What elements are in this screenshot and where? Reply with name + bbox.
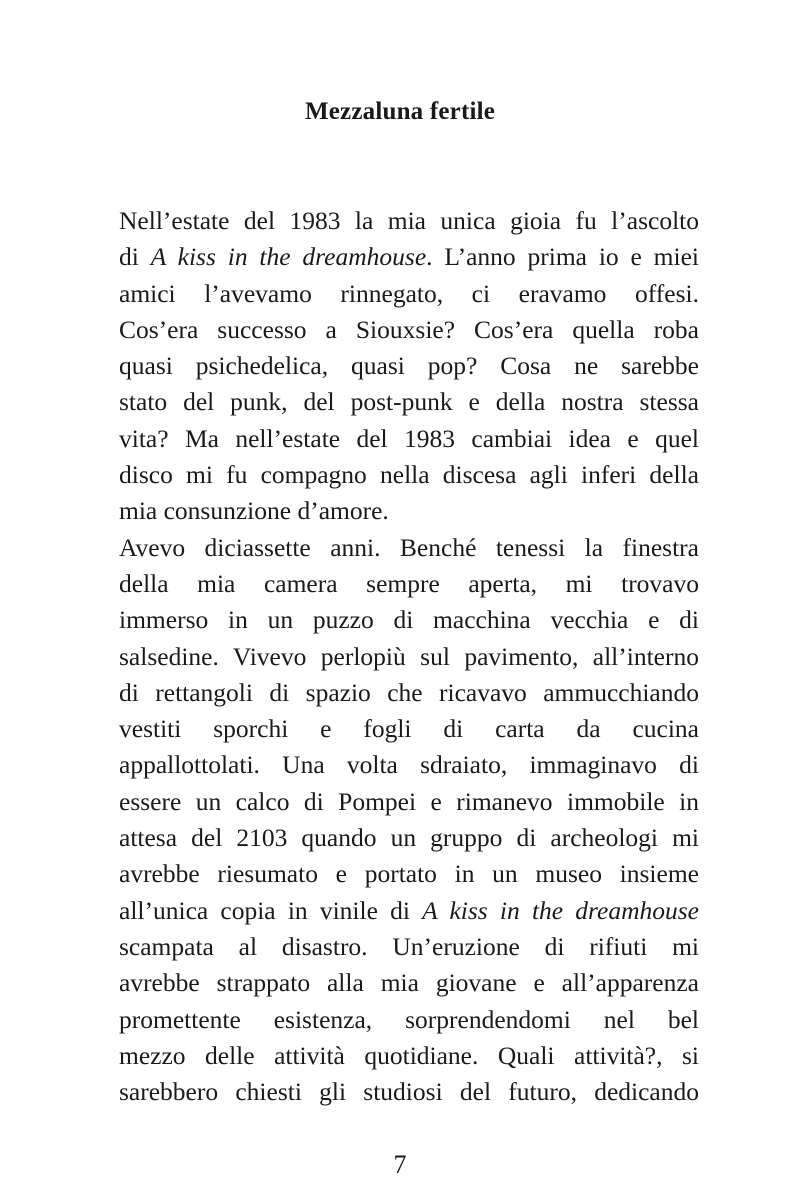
page-title: Mezzaluna fertile [304,98,496,125]
text-line [119,276,699,312]
text-line [119,1002,699,1038]
text-run: promettente esistenza, sorprendendomi nel bel [119,1004,699,1034]
text-run: avrebbe riesumato e portato in un museo insieme [119,859,699,889]
text-run: vestiti sporchi e fogli di carta da cucina [119,714,699,744]
text-line [119,639,699,675]
text-run: mezzo delle attività quotidiane. Quali attività?, si [119,1040,699,1070]
body-text [119,203,699,1110]
text-run: scampata al disastro. Un’eruzione di rifiuti mi [119,931,699,961]
text-run: di [119,242,151,272]
text-run: . L’anno prima io e miei [426,242,699,272]
text-line [119,421,699,457]
text-run: quasi psichedelica, quasi pop? Cosa ne sarebbe [119,351,699,381]
text-line [119,602,699,638]
text-line [119,203,699,239]
text-line [119,893,699,929]
text-line [119,493,699,529]
text-line [119,856,699,892]
text-run: essere un calco di Pompei e rimanevo immobile in [119,786,699,816]
text-run: stato del punk, del post-punk e della nostra stessa [119,387,699,417]
text-line [119,675,699,711]
text-run: attesa del 2103 quando un gruppo di archeologi mi [119,823,699,853]
text-line [119,239,699,275]
text-run: appallottolati. Una volta sdraiato, immaginavo di [119,750,699,780]
text-run: amici l’avevamo rinnegato, ci eravamo offesi. [119,278,699,308]
page-number: 7 [393,1150,407,1179]
text-run: Nell’estate del 1983 la mia unica gioia fu l’ascolto [119,206,699,235]
text-run: avrebbe strappato alla mia giovane e all’apparenza [119,968,699,998]
text-line [119,384,699,420]
italic-title: A kiss in the dreamhouse [150,242,427,272]
text-run: della mia camera sempre aperta, mi trovavo [119,568,699,598]
text-line [119,711,699,747]
text-line [119,820,699,856]
text-run: vita? Ma nell’estate del 1983 cambiai idea e quel [119,423,699,453]
text-line [119,929,699,965]
text-run: immerso in un puzzo di macchina vecchia e di [119,605,699,635]
text-run: di rettangoli di spazio che ricavavo ammucchiando [119,677,699,707]
text-line [119,1038,699,1074]
text-line [119,965,699,1001]
text-line [119,784,699,820]
text-line [119,312,699,348]
text-run: sarebbero chiesti gli studiosi del futuro, dedicando [119,1077,699,1107]
text-run: salsedine. Vivevo perlopiù sul pavimento, all’interno [119,641,699,671]
text-run: mia consunzione d’amore. [119,496,389,526]
italic-title: A kiss in the dreamhouse [422,895,699,925]
text-line [119,566,699,602]
text-line [119,747,699,783]
text-run: disco mi fu compagno nella discesa agli inferi della [119,460,699,490]
text-run: Cos’era successo a Siouxsie? Cos’era quella roba [119,314,699,344]
text-run: Avevo diciassette anni. Benché tenessi la finestra [119,532,699,562]
text-run: all’unica copia in vinile di [119,895,423,925]
text-line [119,348,699,384]
text-line [119,530,699,566]
text-line [119,1074,699,1110]
text-line [119,457,699,493]
